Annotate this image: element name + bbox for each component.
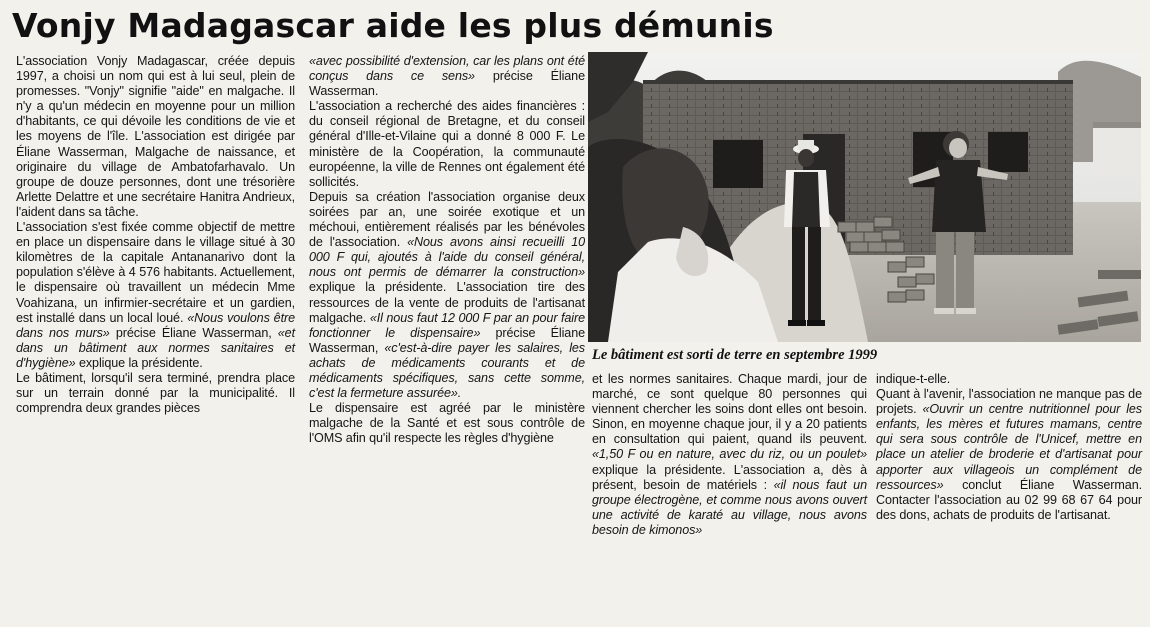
paragraph: L'association a recherché des aides financières : du conseil régional de Bretagne, et du conseil général d'Ille-et-Vilaine qui a donné 8 000 F. Le ministère de la Coopération, la communauté européenne, la ville de Rennes ont également été sollicités. (309, 99, 585, 189)
quote: «c'est-à-dire payer les salaires, les achats de médicaments courants et de médicaments spécifiques, sans cette somme, c'est la fermeture assurée». (309, 340, 585, 401)
quote: «Ouvrir un centre nutritionnel pour les enfants, les mères et futures mamans, centre qui sera sous contrôle de l'Unicef, mettre en place un atelier de broderie et d'artisanat pour apporter aux villageois un complément de ressources» (876, 402, 1142, 492)
article-column-1 (16, 54, 295, 416)
quote: «Il nous faut 12 000 F par an pour faire fonctionner le dispensaire» (309, 310, 585, 340)
paragraph: Le bâtiment, lorsqu'il sera terminé, prendra place sur un terrain donné par la municipalité. Il comprendra deux grandes pièces (16, 370, 295, 416)
text-span: et les normes sanitaires. Chaque mardi, jour de marché, ce sont quelque 80 personnes qui viennent chercher les soins dont elles ont besoin. Sinon, en moyenne chaque jour, il y a 20 patients en consultation qui paient, quand ils peuvent. (592, 372, 867, 447)
article-column-2 (309, 54, 585, 446)
article-column-4 (876, 372, 1142, 523)
article-column-3 (592, 372, 867, 538)
paragraph (309, 190, 585, 401)
text-span: explique la présidente. L'association a, dès à présent, besoin de matériels : (592, 462, 867, 492)
photo-caption: Le bâtiment est sorti de terre en septembre 1999 (592, 347, 878, 363)
paragraph (876, 387, 1142, 523)
article-photo (588, 52, 1141, 342)
text-span: conclut Éliane Wasserman. Contacter l'association au 02 99 68 67 64 pour des dons, achats de produits de l'artisanat. (876, 477, 1142, 522)
paragraph (309, 54, 585, 99)
text-span: précise Éliane Wasserman. (309, 69, 585, 99)
text-span: explique la présidente. (78, 355, 203, 370)
text-span: explique la présidente. L'association tire des ressources de la vente de produits de l'artisanat malgache. (309, 280, 585, 325)
paragraph: L'association Vonjy Madagascar, créée depuis 1997, a choisi un nom qui est à lui seul, plein de promesses. "Vonjy" signifie "aide" en malgache. Il n'y a qu'un médecin en moyenne pour un million d'habitants, ce qui dévoile les conditions de vie et les moyens de l'île. L'association est dirigée par Éliane Wasserman, Malgache de naissance, et originaire du village de Ambatofarhavalo. Un groupe de douze personnes, dont une trésorière Arlette Delattre et une secrétaire Hanitra Andrieux, l'aident dans sa tâche. (16, 54, 295, 219)
text-span: L'association s'est fixée comme objectif de mettre en place un dispensaire dans le village situé à 30 kilomètres de la capitale Antananarivo dont la population s'élève à 4 576 habitants. Actuellement, le dispensaire où travaillent un médecin Mme Voahizana, un infirmier-secrétaire et un gardien, est installé dans un local loué. (16, 220, 295, 325)
quote: «et dans un bâtiment aux normes sanitaires et d'hygiène» (16, 325, 295, 370)
text-span: Depuis sa création l'association organise deux soirées par an, une soirée exotique et un méchoui, entièrement réalisés par les bénévoles de l'association. (309, 189, 585, 250)
text-span: précise Éliane Wasserman, (115, 325, 272, 340)
quote: «avec possibilité d'extension, car les plans ont été conçus dans ce sens» (309, 54, 585, 84)
paragraph (16, 220, 295, 371)
quote: «il nous faut un groupe électrogène, et comme nous avons ouvert une activité de karaté au village, nous avons besoin de kimonos» (592, 477, 867, 537)
quote: «1,50 F ou en nature, avec du riz, ou un poulet» (592, 447, 867, 462)
paragraph: indique-t-elle. (876, 372, 951, 386)
headline: Vonjy Madagascar aide les plus démunis (12, 6, 774, 45)
text-span: Quant à l'avenir, l'association ne manque pas de projets. (876, 387, 1142, 417)
text-span: précise Éliane Wasserman, (309, 325, 585, 355)
quote: «Nous avons ainsi recueilli 10 000 F qui, ajoutés à l'aide du conseil général, nous ont permis de démarrer la construction» (309, 235, 585, 280)
paragraph (592, 372, 867, 538)
quote: «Nous voulons être dans nos murs» (16, 310, 295, 340)
building-photo-illustration (588, 52, 1141, 342)
paragraph: Le dispensaire est agréé par le ministère malgache de la Santé et est sous contrôle de l'OMS afin qu'il respecte les règles d'hygiène (309, 401, 585, 446)
